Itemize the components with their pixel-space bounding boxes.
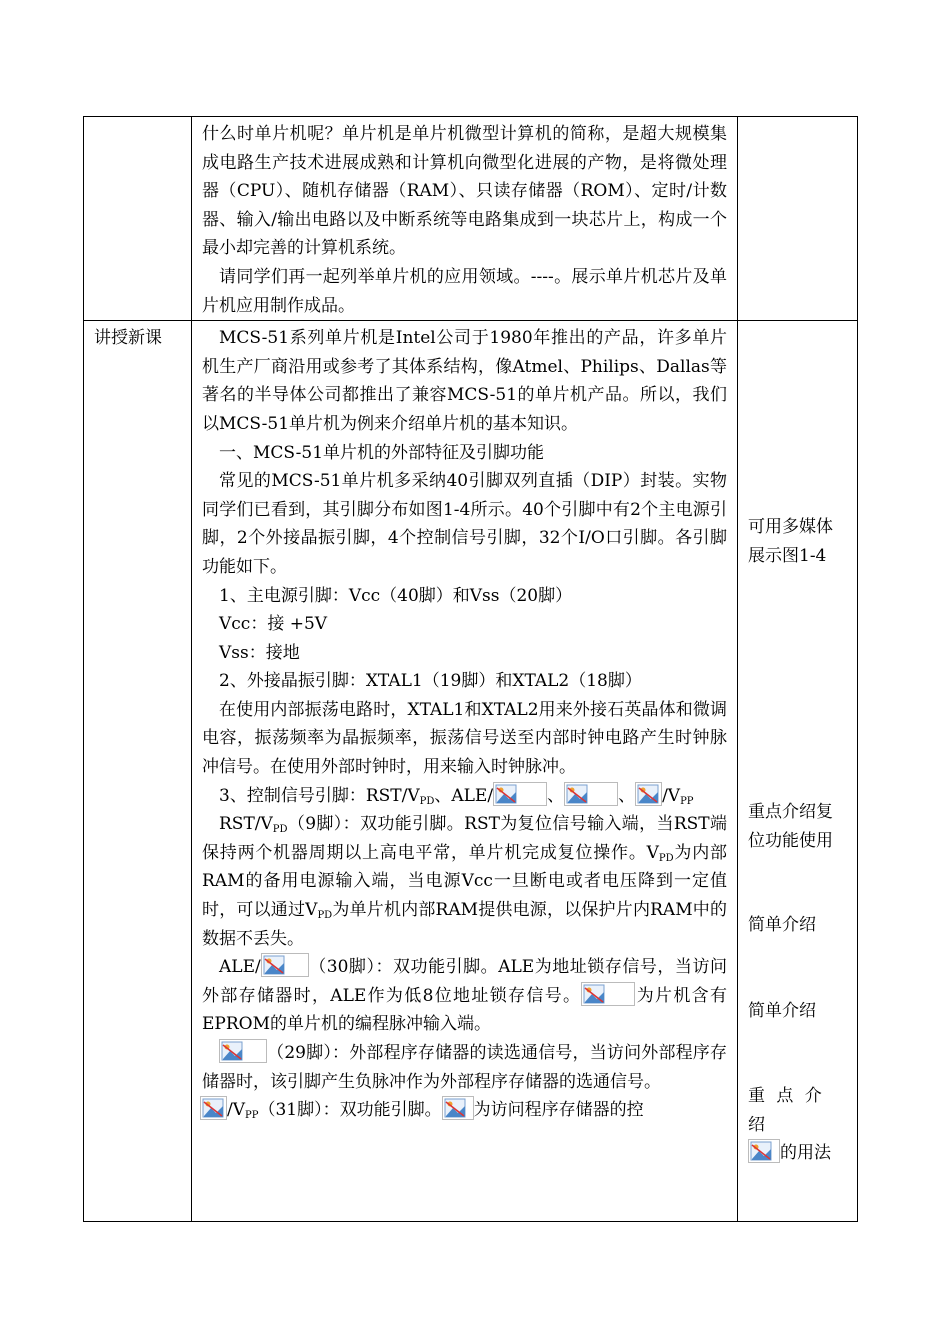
row-note-cell bbox=[738, 117, 858, 321]
section-heading: 一、MCS-51单片机的外部特征及引脚功能 bbox=[219, 442, 545, 463]
paragraph: 1、主电源引脚：Vcc（40脚）和Vss（20脚） bbox=[219, 585, 573, 606]
paragraph: 什么时单片机呢？单片机是单片机微型计算机的简称，是超大规模集成电路生产技术进展成熟和计算机向微型化进展的产物，是将微处理器（CPU）、随机存储器（RAM）、只读存储器（ROM）、定时/计数器、输入/输出电路以及中断系统等电路集成到一块芯片上，构成一个最小却完善的计算机系统。 bbox=[202, 124, 727, 259]
paragraph: Vcc：接 +5V bbox=[219, 614, 328, 635]
row-content-cell bbox=[192, 117, 738, 321]
broken-image-icon bbox=[442, 1096, 474, 1120]
table-row bbox=[84, 321, 858, 1222]
note: 重 点 介 绍 的用法 bbox=[748, 1086, 831, 1164]
paragraph: 2、外接晶振引脚：XTAL1（19脚）和XTAL2（18脚） bbox=[219, 671, 642, 692]
paragraph: RST/$V_{PD}(9$脚）：双功能引脚。RST为复位信号输入端，当RST端保持两个机器周期以上高电平常，单片机完成复位操作。$V_{PD}$为内部RAM的备用电源输入端，当电源Vcc一旦断电或者电压降到一定值时，可以通过$V_{PD}$为单片机内部RAM提供电源，以保护片内RAM中的数据不丢失。 bbox=[202, 814, 727, 949]
note: 简单介绍 bbox=[748, 915, 816, 936]
paragraph: Vss：接地 bbox=[219, 642, 300, 663]
broken-image-icon bbox=[748, 1139, 780, 1163]
note: 简单介绍 bbox=[748, 1001, 816, 1022]
paragraph: 常见的MCS-51单片机多采纳40引脚双列直插（DIP）封装。实物同学们已看到，其引脚分布如图1-4所示。40个引脚中有2个主电源引脚，2个外接晶振引脚，4个控制信号引脚，32个I/O口引脚。各引脚功能如下。 bbox=[202, 471, 727, 577]
note: 重点介绍复位功能使用 bbox=[748, 802, 833, 851]
table-row bbox=[84, 117, 858, 321]
broken-image-icon bbox=[200, 1096, 227, 1120]
section-label: 讲授新课 bbox=[94, 328, 162, 349]
row-note-cell bbox=[738, 321, 858, 1222]
paragraph: 在使用内部振荡电路时，XTAL1和XTAL2用来外接石英晶体和微调电容，振荡频率为晶振频率，振荡信号送至内部时钟电路产生时钟脉冲信号。在使用外部时钟时，用来输入时钟脉冲。 bbox=[202, 699, 727, 778]
broken-image-icon bbox=[219, 1039, 267, 1063]
paragraph: （29脚）：外部程序存储器的读选通信号，当访问外部程序存储器时，该引脚产生负脉冲作为外部程序存储器的选通信号。 bbox=[192, 1039, 737, 1096]
broken-image-icon bbox=[261, 953, 309, 977]
note: 可用多媒体展示图1-4 bbox=[748, 517, 833, 566]
paragraph: 请同学们再一起列举单片机的应用领域。----。展示单片机芯片及单片机应用制作成品。 bbox=[202, 266, 727, 316]
broken-image-icon bbox=[581, 982, 635, 1006]
broken-image-icon bbox=[635, 782, 662, 806]
row-label-cell bbox=[84, 117, 192, 321]
row-content-cell bbox=[192, 321, 738, 1222]
paragraph: 3、控制信号引脚：RST/$V_{PD}$、ALE/ 、 、 $/V_{PP}$ bbox=[192, 782, 737, 811]
row-label-cell bbox=[84, 321, 192, 1222]
paragraph: $/V_{PP}(31$脚）：双功能引脚。 为访问程序存储器的控 bbox=[192, 1096, 737, 1125]
paragraph: ALE/ （30脚）：双功能引脚。ALE为地址锁存信号，当访问外部存储器时，ALE作为低8位地址锁存信号。 为片机含有EPROM的单片机的编程脉冲输入端。 bbox=[192, 953, 737, 1039]
paragraph: MCS-51系列单片机是Intel公司于1980年推出的产品，许多单片机生产厂商沿用或参考了其体系结构，像Atmel、Philips、Dallas等著名的半导体公司都推出了兼容MCS-51的单片机产品。所以，我们以MCS-51单片机为例来介绍单片机的基本知识。 bbox=[202, 328, 727, 434]
broken-image-icon bbox=[493, 782, 547, 806]
lesson-table bbox=[83, 116, 858, 1222]
broken-image-icon bbox=[564, 782, 618, 806]
